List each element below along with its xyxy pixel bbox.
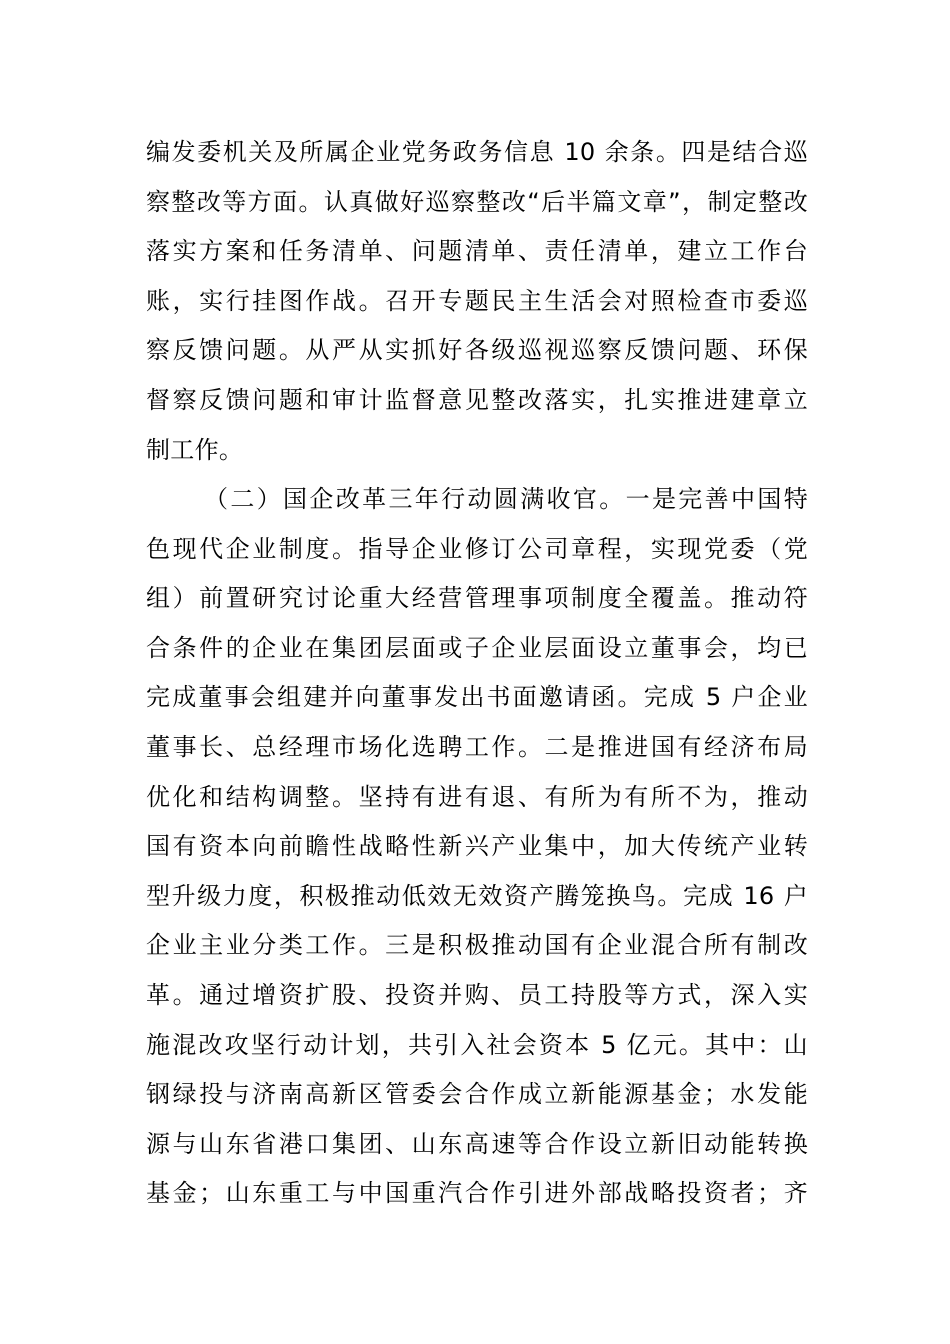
paragraph-line: 制工作。 [146,435,244,464]
paragraph-line: 国有资本向前瞻性战略性新兴产业集中，加大传统产业转 [146,832,808,861]
paragraph-line: 察反馈问题。从严从实抓好各级巡视巡察反馈问题、环保 [146,336,808,365]
paragraph-inspection-rectification [146,128,808,475]
paragraph-line: 钢绿投与济南高新区管委会合作成立新能源基金；水发能 [146,1080,808,1109]
paragraph-line: 革。通过增资扩股、投资并购、员工持股等方式，深入实 [146,980,808,1009]
paragraph-line: 源与山东省港口集团、山东高速等合作设立新旧动能转换 [146,1129,808,1158]
paragraph-line: 账，实行挂图作战。召开专题民主生活会对照检查市委巡 [146,286,808,315]
paragraph-soe-reform [146,475,808,1219]
paragraph-line: 型升级力度，积极推动低效无效资产腾笼换鸟。完成 16 户 [146,881,808,910]
paragraph-line: 基金；山东重工与中国重汽合作引进外部战略投资者；齐 [146,1179,808,1208]
paragraph-line: 落实方案和任务清单、问题清单、责任清单，建立工作台 [146,237,808,266]
paragraph-line: 优化和结构调整。坚持有进有退、有所为有所不为，推动 [146,782,808,811]
paragraph-line: 色现代企业制度。指导企业修订公司章程，实现党委（党 [146,534,808,563]
paragraph-line: 编发委机关及所属企业党务政务信息 10 余条。四是结合巡 [146,138,808,166]
section-heading-line: （二）国企改革三年行动圆满收官。一是完善中国特 [204,485,808,513]
paragraph-line: 合条件的企业在集团层面或子企业层面设立董事会，均已 [146,633,808,662]
paragraph-line: 施混改攻坚行动计划，共引入社会资本 5 亿元。其中：山 [146,1030,808,1059]
paragraph-line: 组）前置研究讨论重大经营管理事项制度全覆盖。推动符 [146,584,808,613]
paragraph-line: 察整改等方面。认真做好巡察整改“后半篇文章”，制定整改 [146,187,808,216]
paragraph-line: 企业主业分类工作。三是积极推动国有企业混合所有制改 [146,931,808,960]
paragraph-line: 督察反馈问题和审计监督意见整改落实，扎实推进建章立 [146,385,808,414]
paragraph-line: 完成董事会组建并向董事发出书面邀请函。完成 5 户企业 [146,683,808,712]
paragraph-line: 董事长、总经理市场化选聘工作。二是推进国有经济布局 [146,732,808,761]
